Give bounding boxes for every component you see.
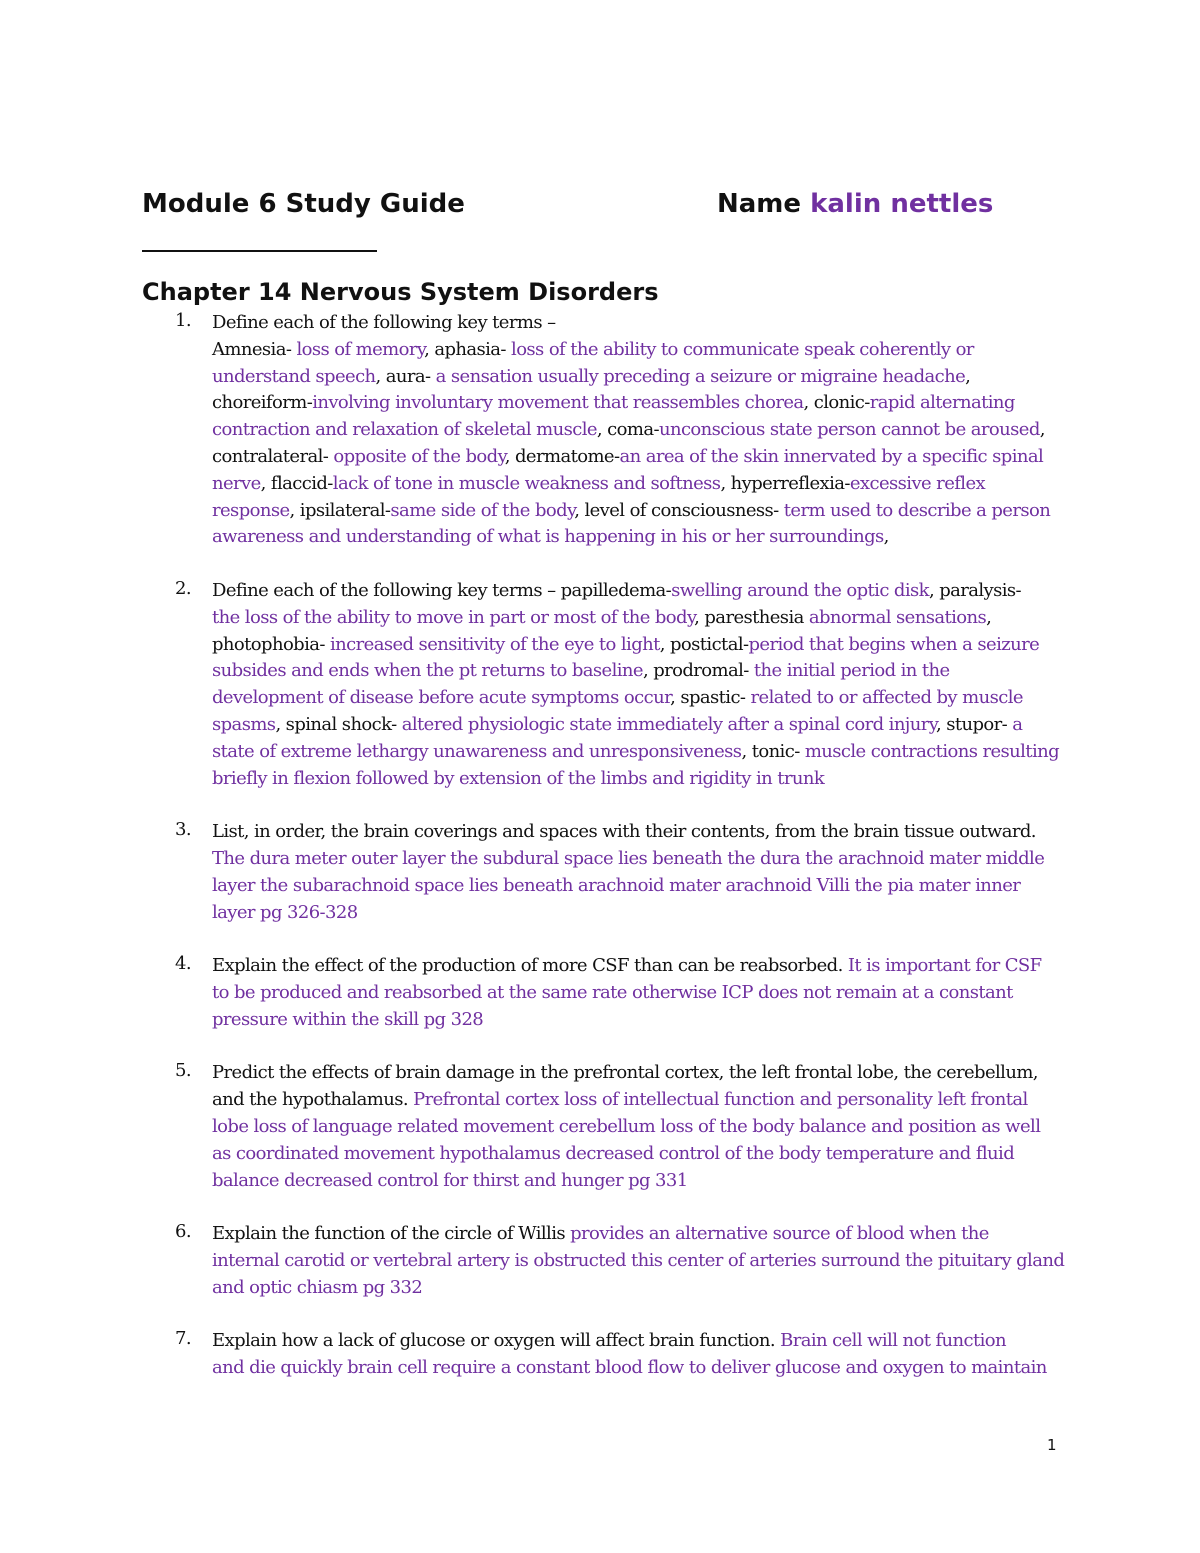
answer-text: state of extreme lethargy unawareness and unresponsiveness — [212, 740, 742, 762]
answer-text: understand speech — [212, 365, 376, 387]
question-text: Explain the effect of the production of more CSF than can be reabsorbed. — [212, 955, 848, 977]
name-value: kalin nettles — [810, 189, 994, 219]
answer-text: briefly in flexion followed by extension of the limbs and rigidity in trunk — [212, 767, 825, 789]
question-text: , — [986, 606, 992, 628]
answer-text: lack of tone in muscle weakness and softness — [332, 472, 721, 494]
question-text: , stupor- — [935, 713, 1013, 735]
question-text: Define each of the following key terms – papilledema- — [212, 579, 672, 601]
question-text: , level of consciousness- — [574, 499, 784, 521]
answer-text: Brain cell will not function — [780, 1330, 1007, 1352]
question-list — [175, 310, 1072, 1382]
answer-text: Prefrontal cortex loss of intellectual function and personality left frontal — [413, 1089, 1028, 1111]
name-field — [717, 184, 993, 224]
question-line — [212, 1060, 1072, 1087]
question-item — [175, 310, 1072, 578]
answer-text: as coordinated movement hypothalamus decreased control of the body temperature and fluid — [212, 1142, 1015, 1164]
answer-text: abnormal sensations — [808, 606, 987, 628]
question-line — [212, 1248, 1072, 1275]
answer-text: a — [1012, 713, 1023, 735]
question-text: photophobia- — [212, 633, 330, 655]
question-line — [212, 337, 1072, 364]
answer-text: term used to describe a person — [783, 499, 1051, 521]
answer-text: response — [212, 499, 290, 521]
question-text: Define each of the following key terms – — [212, 312, 556, 333]
question-item — [175, 577, 1072, 819]
answer-text: excessive reflex — [849, 472, 986, 494]
answer-text: The dura meter outer layer the subdural space lies beneath the dura the arachnoid mater middle — [212, 847, 1045, 869]
question-text: , — [1039, 419, 1045, 441]
answer-text: the initial period in the — [753, 660, 950, 682]
question-item — [175, 1221, 1072, 1328]
question-line — [212, 953, 1072, 980]
question-text: , prodromal- — [642, 660, 754, 682]
question-line — [212, 417, 1072, 444]
question-line — [212, 1328, 1072, 1355]
question-number: 3. — [175, 819, 191, 841]
answer-text: awareness and understanding of what is happening in his or her surroundings — [212, 526, 884, 548]
question-line — [212, 498, 1072, 525]
question-line — [212, 1221, 1072, 1248]
question-number: 7. — [175, 1328, 191, 1350]
question-line — [212, 980, 1072, 1007]
question-line — [212, 873, 1072, 900]
question-line — [212, 524, 1072, 551]
question-text: , flaccid- — [260, 472, 333, 494]
answer-text: and optic chiasm pg 332 — [212, 1276, 423, 1298]
paragraph-spacer — [212, 1194, 1072, 1221]
question-line — [212, 390, 1072, 417]
question-line — [212, 471, 1072, 498]
question-text: , clonic- — [803, 392, 870, 414]
answer-text: pressure within the skill pg 328 — [212, 1008, 484, 1030]
question-item — [175, 1060, 1072, 1221]
question-text: Explain how a lack of glucose or oxygen will affect brain function. — [212, 1330, 781, 1352]
answer-text: and die quickly brain cell require a constant blood flow to deliver glucose and oxygen to maintain — [212, 1357, 1047, 1379]
question-item — [175, 819, 1072, 953]
answer-text: related to or affected by muscle — [750, 687, 1023, 709]
question-line — [212, 846, 1072, 873]
question-text: , aura- — [375, 365, 436, 387]
question-number: 6. — [175, 1221, 191, 1243]
question-line — [212, 1355, 1072, 1382]
question-line — [212, 900, 1072, 927]
question-text: , spastic- — [670, 687, 751, 709]
question-text: and the hypothalamus. — [212, 1089, 414, 1111]
question-text: , — [965, 365, 971, 387]
question-line — [212, 1007, 1072, 1034]
paragraph-spacer — [212, 1034, 1072, 1061]
answer-text: period that begins when a seizure — [748, 633, 1040, 655]
question-line — [212, 1275, 1072, 1302]
answer-text: involving involuntary movement that reassembles chorea — [312, 392, 804, 414]
answer-text: muscle contractions resulting — [804, 740, 1060, 762]
question-line — [212, 1114, 1072, 1141]
answer-text: opposite of the body — [333, 445, 505, 467]
question-text: , dermatome- — [504, 445, 620, 467]
answer-text: an area of the skin innervated by a specific spinal — [619, 445, 1044, 467]
question-text: , paralysis- — [928, 579, 1022, 601]
question-line — [212, 739, 1072, 766]
name-label: Name — [717, 189, 802, 219]
question-text: , hyperreflexia- — [720, 472, 850, 494]
answer-text: altered physiologic state immediately after a spinal cord injury — [401, 713, 936, 735]
answer-text: the loss of the ability to move in part or most of the body — [212, 606, 695, 628]
question-line — [212, 364, 1072, 391]
question-number: 4. — [175, 953, 191, 975]
question-item — [175, 953, 1072, 1060]
question-text: , aphasia- — [424, 338, 512, 360]
question-line — [212, 632, 1072, 659]
answer-text: a sensation usually preceding a seizure or migraine headache — [435, 365, 966, 387]
question-text: Amnesia- — [212, 338, 297, 360]
answer-text: spasms — [212, 713, 276, 735]
question-line — [212, 685, 1072, 712]
question-line — [212, 444, 1072, 471]
question-line — [212, 310, 1072, 337]
question-text: , tonic- — [741, 740, 805, 762]
question-line — [212, 819, 1072, 846]
question-text: , spinal shock- — [275, 713, 402, 735]
answer-text: It is important for CSF — [847, 955, 1042, 977]
answer-text: subsides and ends when the pt returns to baseline — [212, 660, 643, 682]
answer-text: unconscious state person cannot be aroused — [658, 419, 1040, 441]
question-text: Predict the effects of brain damage in the prefrontal cortex, the left frontal lobe, the cerebellum, — [212, 1062, 1038, 1084]
document-title: Module 6 Study Guide — [142, 189, 465, 219]
question-text: contralateral- — [212, 445, 334, 467]
name-underline — [142, 250, 377, 252]
question-text: choreiform- — [212, 392, 313, 414]
answer-text: nerve — [212, 472, 261, 494]
answer-text: rapid alternating — [869, 392, 1015, 414]
answer-text: development of disease before acute symptoms occur — [212, 687, 671, 709]
question-line — [212, 578, 1072, 605]
answer-text: loss of memory — [296, 338, 425, 360]
question-text: , paresthesia — [694, 606, 809, 628]
answer-text: provides an alternative source of blood when the — [570, 1223, 989, 1245]
question-line — [212, 712, 1072, 739]
answer-text: contraction and relaxation of skeletal muscle — [212, 419, 597, 441]
question-line — [212, 605, 1072, 632]
paragraph-spacer — [212, 926, 1072, 953]
question-item — [175, 1328, 1072, 1382]
paragraph-spacer — [212, 792, 1072, 819]
page-number: 1 — [1047, 1436, 1057, 1454]
document-header — [142, 184, 1072, 224]
answer-text: same side of the body — [390, 499, 575, 521]
answer-text: loss of the ability to communicate speak coherently or — [511, 338, 974, 360]
question-text: , postictal- — [659, 633, 749, 655]
paragraph-spacer — [212, 1301, 1072, 1328]
paragraph-spacer — [212, 551, 1072, 578]
question-line — [212, 766, 1072, 793]
question-line — [212, 1087, 1072, 1114]
question-line — [212, 1141, 1072, 1168]
question-number: 2. — [175, 577, 191, 599]
answer-text: to be produced and reabsorbed at the same rate otherwise ICP does not remain at a constant — [212, 981, 1013, 1003]
question-number: 5. — [175, 1060, 191, 1082]
question-number: 1. — [175, 310, 191, 331]
question-text: Explain the function of the circle of Willis — [212, 1223, 571, 1245]
answer-text: balance decreased control for thirst and hunger pg 331 — [212, 1169, 688, 1191]
question-text: , coma- — [596, 419, 659, 441]
question-line — [212, 658, 1072, 685]
question-text: List, in order, the brain coverings and spaces with their contents, from the brain tissue outward. — [212, 821, 1036, 843]
answer-text: layer pg 326-328 — [212, 901, 358, 923]
question-text: , ipsilateral- — [289, 499, 391, 521]
answer-text: swelling around the optic disk — [671, 579, 929, 601]
answer-text: lobe loss of language related movement cerebellum loss of the body balance and position as well — [212, 1115, 1041, 1137]
chapter-title: Chapter 14 Nervous System Disorders — [142, 278, 659, 306]
answer-text: increased sensitivity of the eye to light — [330, 633, 660, 655]
question-text: , — [883, 526, 889, 548]
answer-text: layer the subarachnoid space lies beneath arachnoid mater arachnoid Villi the pia mater inner — [212, 874, 1021, 896]
question-line — [212, 1168, 1072, 1195]
answer-text: internal carotid or vertebral artery is obstructed this center of arteries surround the pituitary gland — [212, 1249, 1065, 1271]
